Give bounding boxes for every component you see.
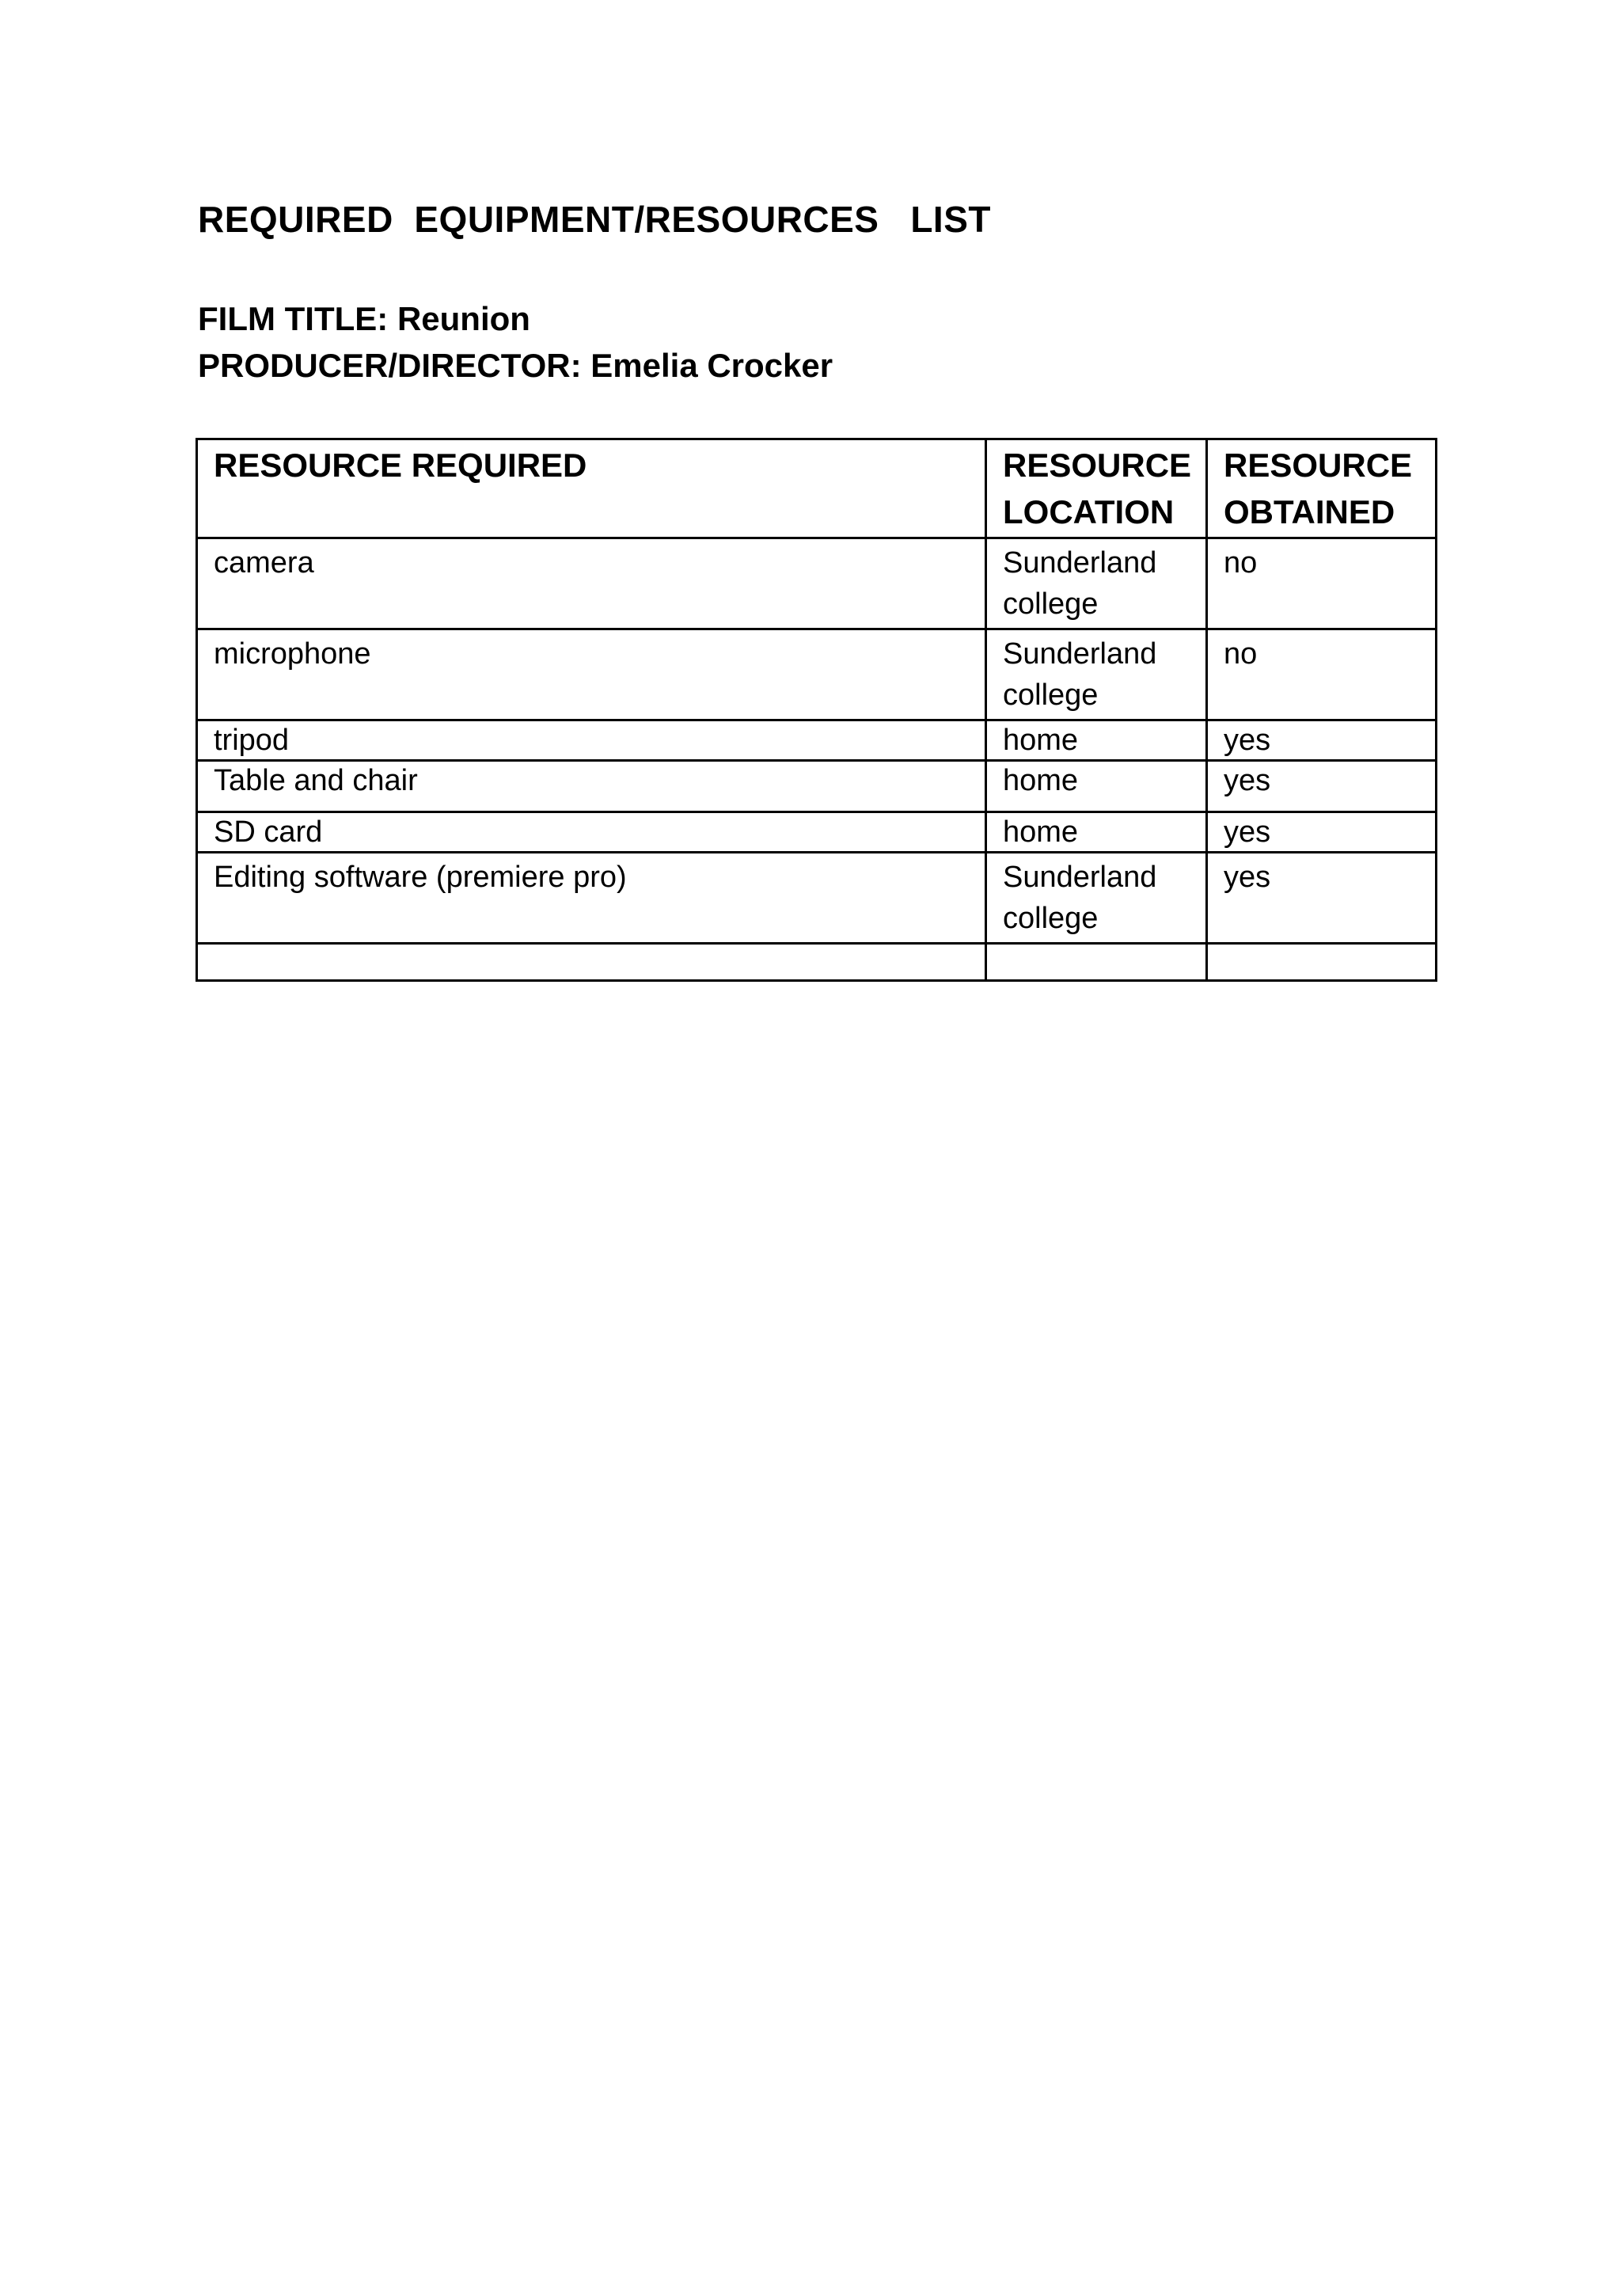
cell-location: Sunderland college (986, 629, 1207, 720)
table-row (197, 761, 1437, 812)
cell-resource: microphone (197, 629, 986, 720)
cell-location: Sunderland college (986, 853, 1207, 944)
cell-resource: SD card (197, 812, 986, 853)
cell-location: home (986, 812, 1207, 853)
table-row (197, 853, 1437, 944)
film-title-line (198, 299, 530, 339)
film-title-label: FILM TITLE: (198, 300, 389, 337)
cell-resource (197, 944, 986, 981)
header-resource-obtained: RESOURCE OBTAINED (1207, 439, 1437, 538)
producer-line (198, 346, 833, 386)
document-title: REQUIRED EQUIPMENT/RESOURCES LIST (198, 199, 991, 240)
cell-location: home (986, 720, 1207, 761)
cell-location (986, 944, 1207, 981)
table-row (197, 720, 1437, 761)
film-title-value: Reunion (397, 300, 530, 337)
cell-obtained: yes (1207, 761, 1437, 812)
cell-obtained: yes (1207, 720, 1437, 761)
cell-location: home (986, 761, 1207, 812)
table-row (197, 538, 1437, 629)
cell-resource: Editing software (premiere pro) (197, 853, 986, 944)
producer-value: Emelia Crocker (590, 347, 833, 384)
table-row (197, 812, 1437, 853)
producer-label: PRODUCER/DIRECTOR: (198, 347, 582, 384)
header-resource-required: RESOURCE REQUIRED (197, 439, 986, 538)
cell-resource: camera (197, 538, 986, 629)
cell-obtained (1207, 944, 1437, 981)
cell-obtained: yes (1207, 853, 1437, 944)
cell-obtained: no (1207, 629, 1437, 720)
cell-resource: tripod (197, 720, 986, 761)
cell-location: Sunderland college (986, 538, 1207, 629)
table-row-empty (197, 944, 1437, 981)
cell-obtained: no (1207, 538, 1437, 629)
table-header-row (197, 439, 1437, 538)
table-row (197, 629, 1437, 720)
resource-table (196, 438, 1437, 982)
cell-obtained: yes (1207, 812, 1437, 853)
cell-resource: Table and chair (197, 761, 986, 812)
header-resource-location: RESOURCE LOCATION (986, 439, 1207, 538)
